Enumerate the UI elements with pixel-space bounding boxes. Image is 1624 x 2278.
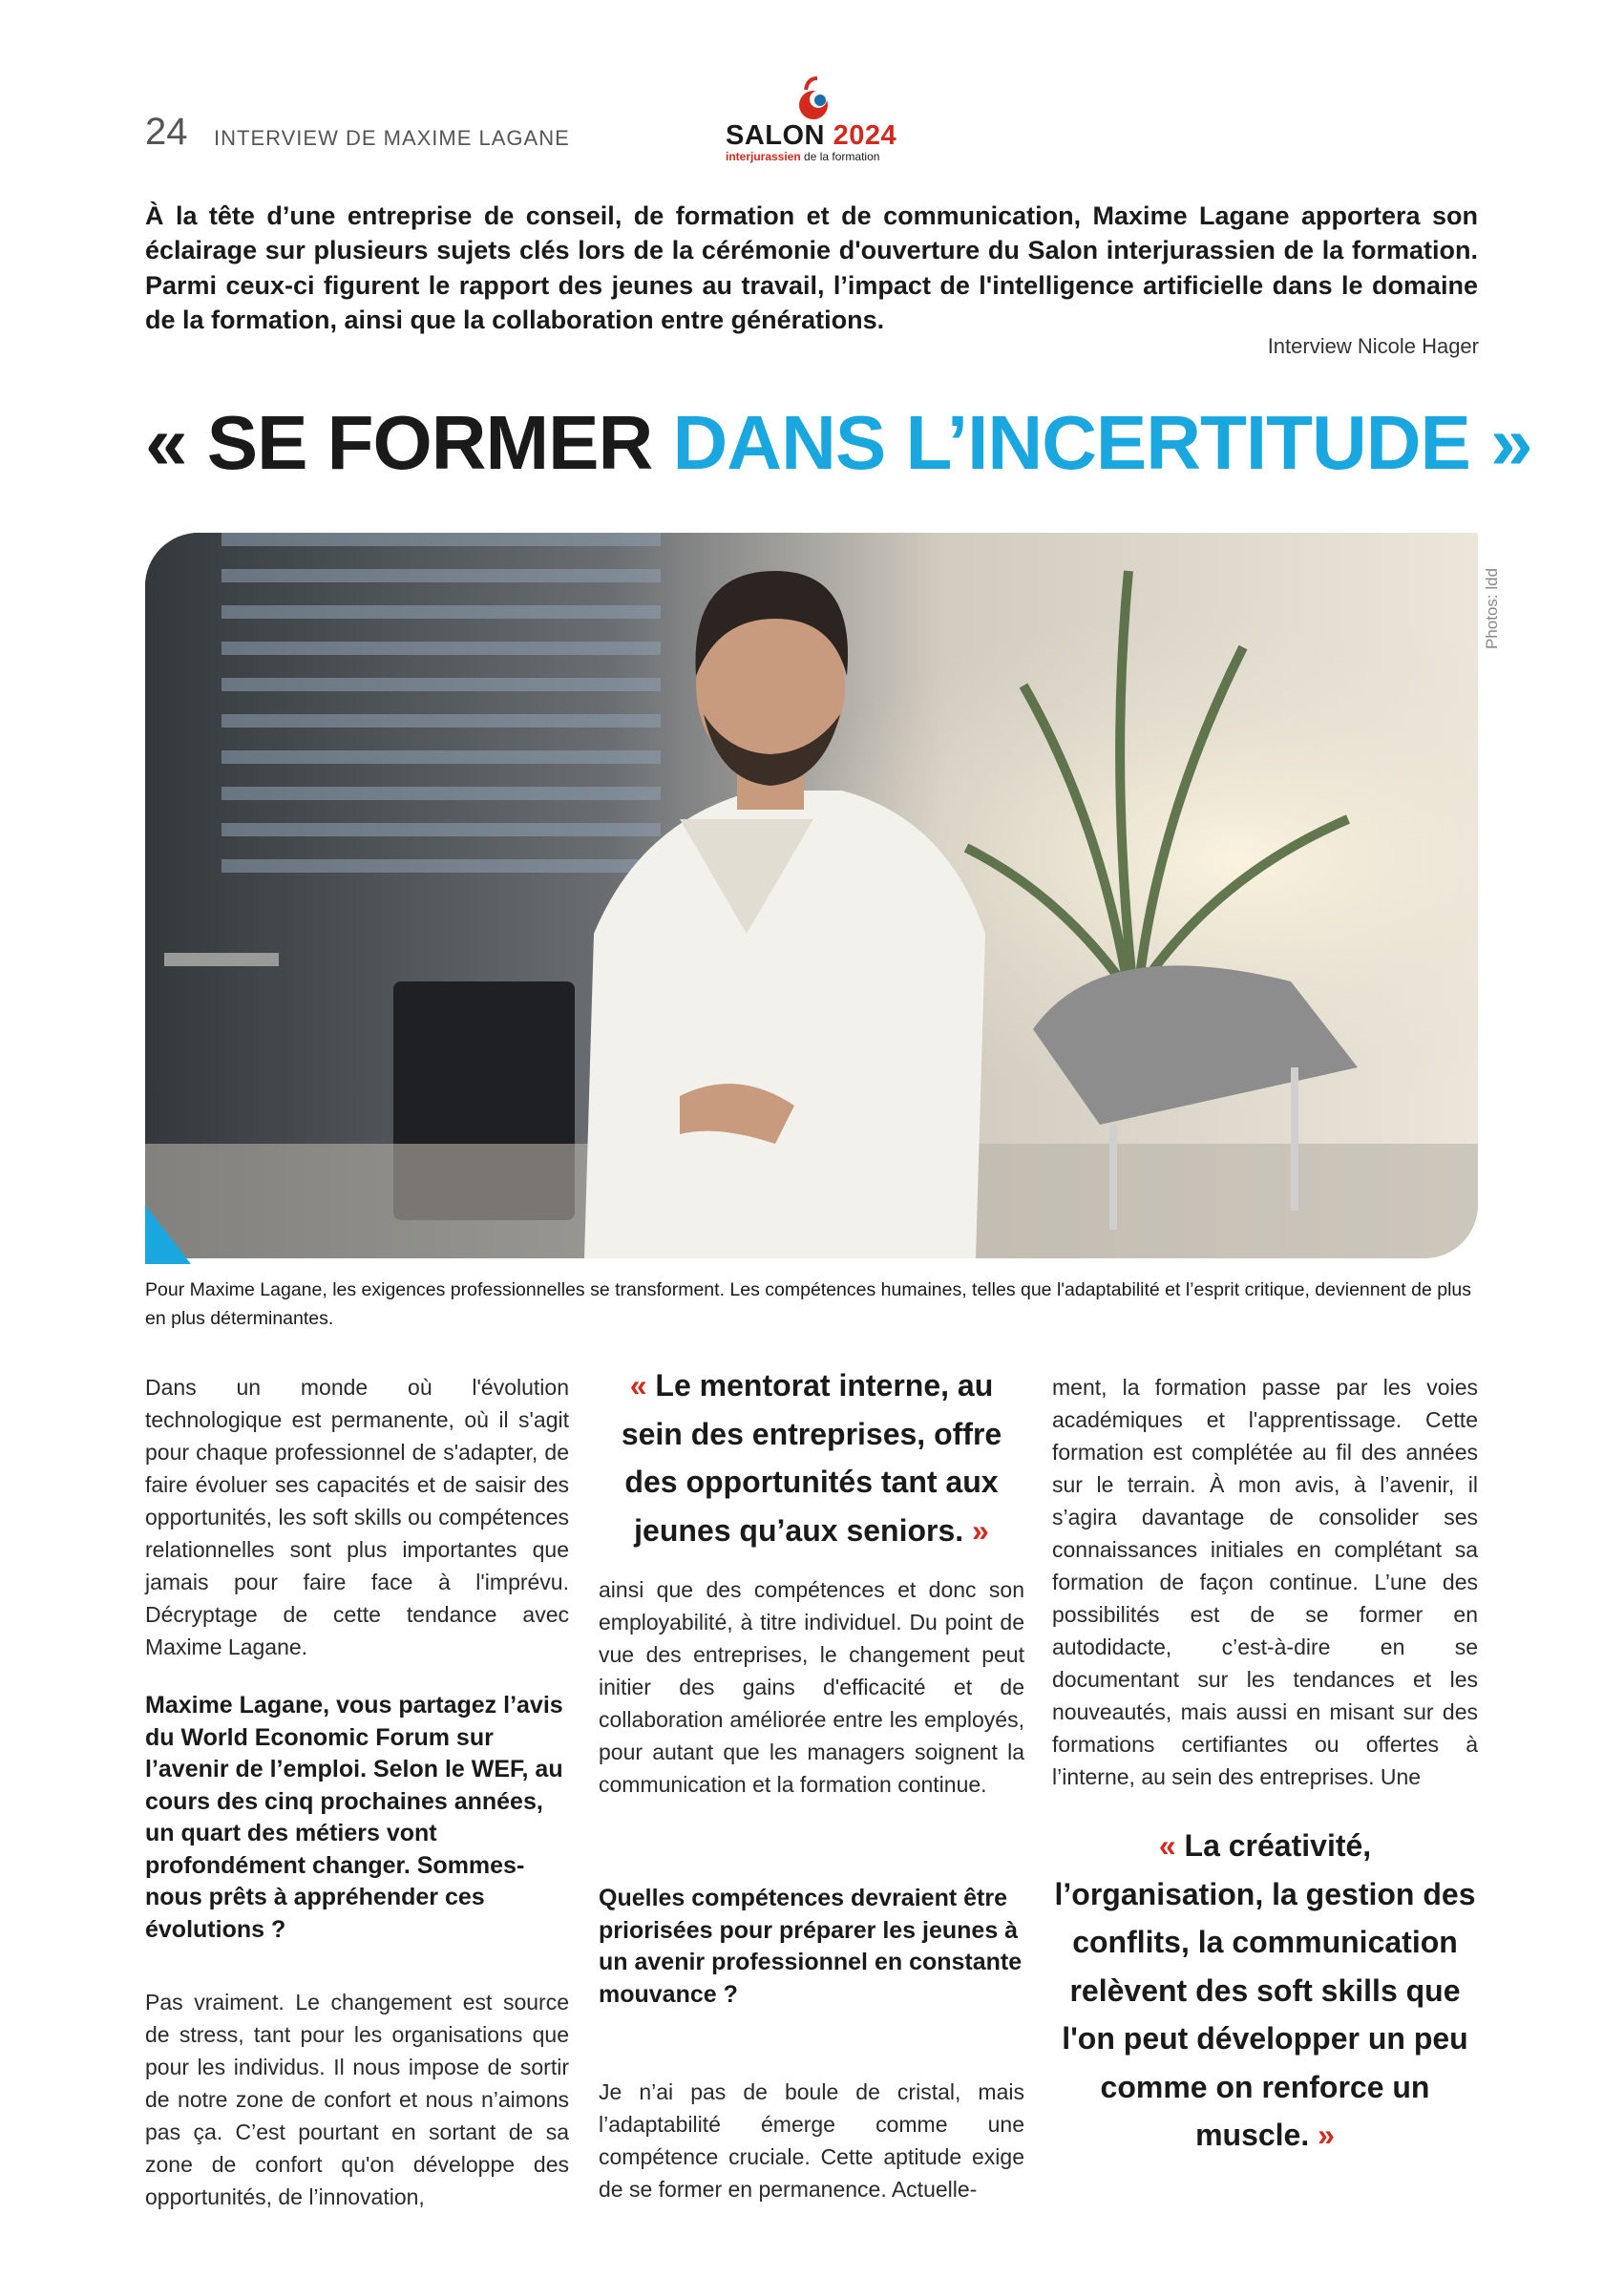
quote-open-icon: « <box>1158 1828 1176 1863</box>
column-1-intro <box>145 1371 569 1680</box>
photo-caption: Pour Maxime Lagane, les exigences professionnelles se transforment. Les compétences humaines, telles que l'adaptabilité et l’esprit critique, deviennent de plus en plus déterminantes. <box>145 1279 1472 1330</box>
photo-credit: Photos: ldd <box>1483 567 1501 649</box>
intro-paragraph: À la tête d’une entreprise de conseil, de formation et de communication, Maxime Lagane apportera son éclairage sur plusieurs sujets clés lors de la cérémonie d'ouverture du Salon interjurassien de la formation. Parmi ceux-ci figurent le rapport des jeunes au travail, l’impact de l'intelligence artificielle dans le domaine de la formation, ainsi que la collaboration entre générations. <box>145 201 1478 335</box>
headline-dark: « SE FORMER <box>145 400 673 485</box>
quote-close-icon: » <box>1318 2118 1335 2153</box>
question-1: Maxime Lagane, vous partagez l’avis du World Economic Forum sur l’avenir de l’emploi. Selon le WEF, au cours des cinq prochaines années, un quart des métiers vont profondément changer. Sommes-nous prêts à appréhender ces évolutions ? <box>145 1692 563 1943</box>
quote-open-icon: « <box>629 1368 647 1403</box>
col1-paragraph: Dans un monde où l'évolution technologique est permanente, où il s'agit pour chaque professionnel de s'adapter, de faire évoluer ses capacités et de saisir des opportunités, les soft skills ou compétences relationnelles sont plus importantes que jamais pour faire face à l'imprévu. Décryptage de cette tendance avec Maxime Lagane. <box>145 1375 569 1660</box>
pull-quote-1 <box>599 1361 1024 1554</box>
headline-blue: DANS L’INCERTITUDE » <box>672 400 1532 485</box>
salon-logo <box>726 76 897 162</box>
logo-subtitle: interjurassien de la formation <box>726 150 880 163</box>
byline: Interview Nicole Hager <box>1267 334 1479 358</box>
answer-1: Pas vraiment. Le changement est source de stress, tant pour les organisations que pour les individus. Il nous impose de sortir de notre zone de confort et nous n’aimons pas ça. C’est pourtant en sortant de sa zone de confort qu'on développe des opportunités, de l’innovation, <box>145 1990 569 2210</box>
answer-2: Je n’ai pas de boule de cristal, mais l’adaptabilité émerge comme une compétence cruciale. Cette aptitude exige de se former en permanence. Actuelle- <box>599 2079 1024 2203</box>
section-label: INTERVIEW DE MAXIME LAGANE <box>214 126 570 150</box>
col2-paragraph: ainsi que des compétences et donc son employabilité, à titre individuel. Du point de vue des entreprises, le changement peut initier des gains d'efficacité et de collaboration améliorée entre les employés, pour autant que les managers soignent la communication et la formation continue. <box>599 1577 1024 1798</box>
photo-corner-accent <box>145 1205 191 1264</box>
page-number: 24 <box>145 111 188 153</box>
pull-quote-2 <box>1052 1822 1478 2160</box>
logo-mark-icon <box>789 76 846 122</box>
headline <box>145 399 1532 487</box>
question-2: Quelles compétences devraient être priorisées pour préparer les jeunes à un avenir professionnel en constante mouvance ? <box>599 1885 1023 2008</box>
col3-paragraph: ment, la formation passe par les voies académiques et l'apprentissage. Cette formation est complétée au fil des années sur le terrain. À mon avis, à l’avenir, il s’agira davantage de consolider ses connaissances initiales en complétant sa formation de façon continue. L’une des possibilités est de se former en autodidacte, c’est-à-dire en se documentant sur les tendances et les nouveautés, mais aussi en misant sur des formations certifiantes ou offertes à l’interne, au sein des entreprises. Une <box>1052 1375 1478 1790</box>
column-2-text <box>599 1573 1024 1818</box>
column-3-text <box>1052 1371 1478 1810</box>
speaker-photo-illustration <box>145 533 1478 1258</box>
quote-close-icon: » <box>972 1512 989 1548</box>
logo-wordmark: SALON 2024 <box>726 120 897 151</box>
pull-quote-2-text: La créativité, l’organisation, la gestion des conflits, la communication relèvent des soft skills que l'on peut développer un peu comme on renforce un muscle. <box>1054 1828 1476 2153</box>
speaker-photo <box>145 533 1478 1258</box>
pull-quote-1-text: Le mentorat interne, au sein des entreprises, offre des opportunités tant aux jeunes qu’aux seniors. <box>621 1368 1002 1548</box>
